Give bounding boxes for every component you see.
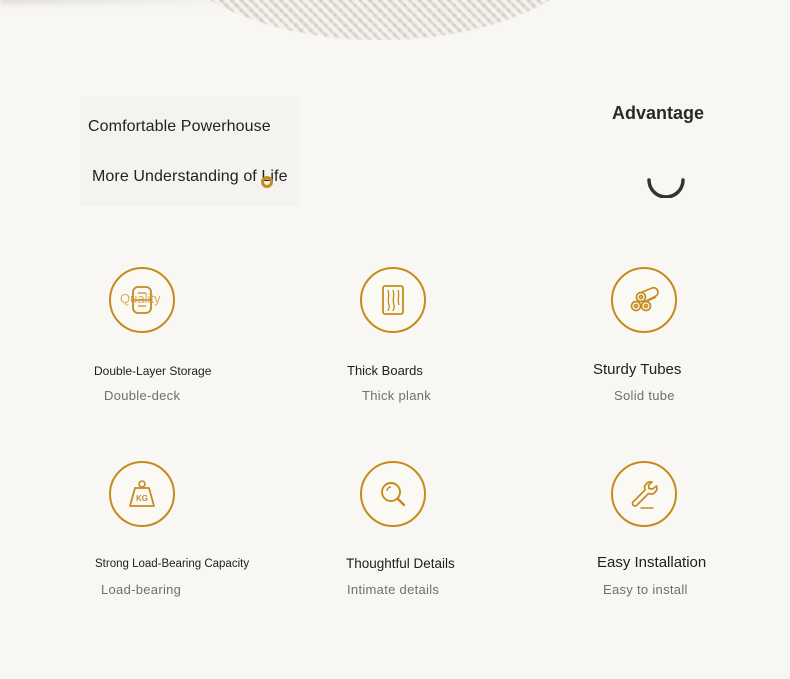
feature-title: Thoughtful Details [346, 556, 455, 571]
board-icon [360, 267, 426, 333]
magnifier-icon [360, 461, 426, 527]
feature-subtitle: Thick plank [362, 388, 432, 403]
feature-subtitle: Intimate details [347, 582, 440, 597]
tube-icon [611, 267, 677, 333]
feature-subtitle: Easy to install [603, 582, 688, 597]
feature-title: Thick Boards [347, 363, 423, 378]
feature-title: Strong Load-Bearing Capacity [95, 558, 250, 570]
section-title: Advantage [612, 103, 705, 123]
feature-subtitle: Solid tube [614, 388, 675, 403]
loading-spinner-icon [646, 158, 686, 198]
headline-background [80, 96, 300, 206]
feature-title: Double-Layer Storage [94, 364, 212, 378]
hero-image-edge [0, 0, 790, 40]
wrench-icon [611, 461, 677, 527]
feature-title: Sturdy Tubes [593, 361, 682, 378]
ring-accent-icon [261, 176, 273, 188]
headline-line-1: Comfortable Powerhouse [88, 118, 271, 135]
feature-subtitle: Double-deck [104, 388, 181, 403]
feature-title: Easy Installation [597, 554, 707, 571]
quality-overlay-label: Quality [120, 291, 161, 306]
headline-line-2: More Understanding of Life [92, 168, 288, 185]
woven-texture [160, 0, 600, 40]
weight-icon-label: KG [136, 494, 148, 503]
feature-subtitle: Load-bearing [101, 582, 182, 597]
weight-icon [109, 461, 175, 527]
